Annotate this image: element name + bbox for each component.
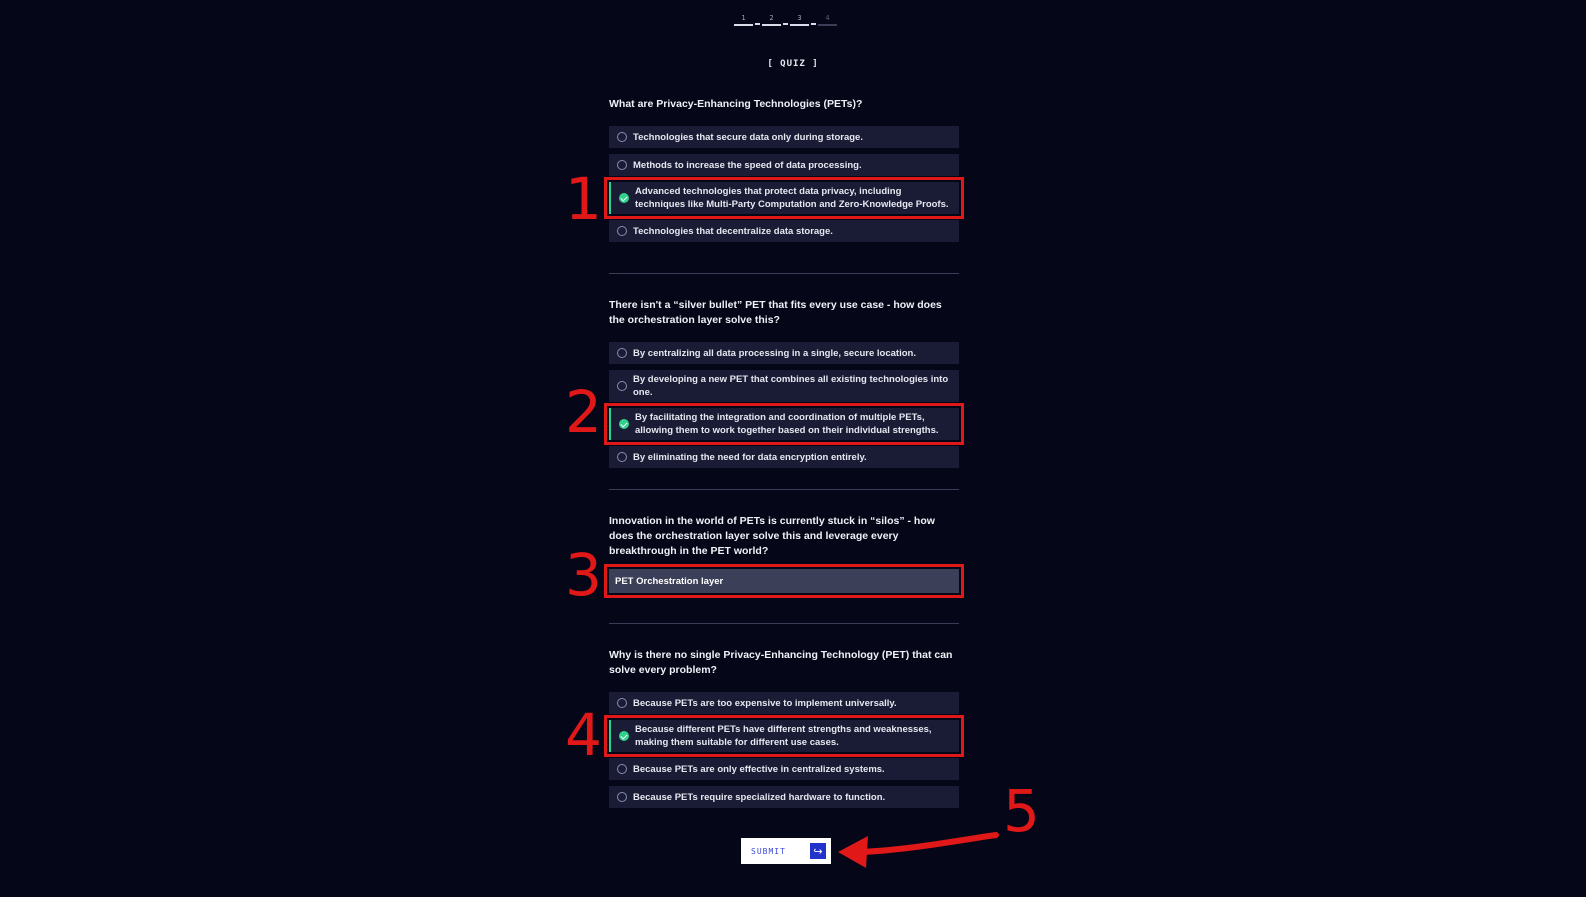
step-1[interactable]: 1: [734, 14, 753, 26]
step-2[interactable]: 2: [762, 14, 781, 26]
option-label: Methods to increase the speed of data processing.: [633, 159, 862, 171]
option-label: Technologies that secure data only during storage.: [633, 131, 863, 143]
step-3[interactable]: 3: [790, 14, 809, 26]
question-1-text: What are Privacy-Enhancing Technologies (PETs)?: [609, 98, 863, 110]
option-label: By developing a new PET that combines all existing technologies into one.: [633, 374, 949, 398]
step-4[interactable]: 4: [818, 14, 837, 26]
annotation-4: 4: [565, 701, 602, 769]
option-label: By eliminating the need for data encryption entirely.: [633, 451, 867, 463]
option-label: By facilitating the integration and coordination of multiple PETs, allowing them to work together based on their individual strengths.: [635, 412, 939, 436]
option-label: Because PETs require specialized hardware to function.: [633, 791, 886, 803]
annotation-5: 5: [1003, 777, 1040, 845]
annotation-2: 2: [565, 378, 602, 446]
arrow-right-icon: ↪: [810, 843, 826, 859]
annotation-1: 1: [565, 165, 602, 233]
option-label: Technologies that decentralize data storage.: [633, 225, 833, 237]
option-label: By centralizing all data processing in a single, secure location.: [633, 347, 916, 359]
option-label: Because PETs are only effective in centralized systems.: [633, 763, 885, 775]
quiz-heading: [ QUIZ ]: [767, 59, 819, 69]
q3-answer-input[interactable]: PET Orchestration layer: [609, 569, 959, 593]
option-label: Because PETs are too expensive to implement universally.: [633, 697, 897, 709]
question-3-text: Innovation in the world of PETs is currently stuck in “silos” - how does the orchestration layer solve this and leverage every breakthrough in the PET world?: [609, 515, 935, 557]
option-label: Because different PETs have different strengths and weaknesses, making them suitable for different use cases.: [635, 724, 932, 748]
option-label: Advanced technologies that protect data privacy, including techniques like Multi-Party Computation and Zero-Knowledge Proofs.: [635, 186, 949, 210]
annotation-3: 3: [565, 541, 602, 609]
submit-label: SUBMIT: [751, 846, 786, 856]
question-2-text: There isn't a “silver bullet” PET that fits every use case - how does the orchestration layer solve this?: [609, 299, 942, 326]
question-4-text: Why is there no single Privacy-Enhancing Technology (PET) that can solve every problem?: [609, 649, 953, 676]
